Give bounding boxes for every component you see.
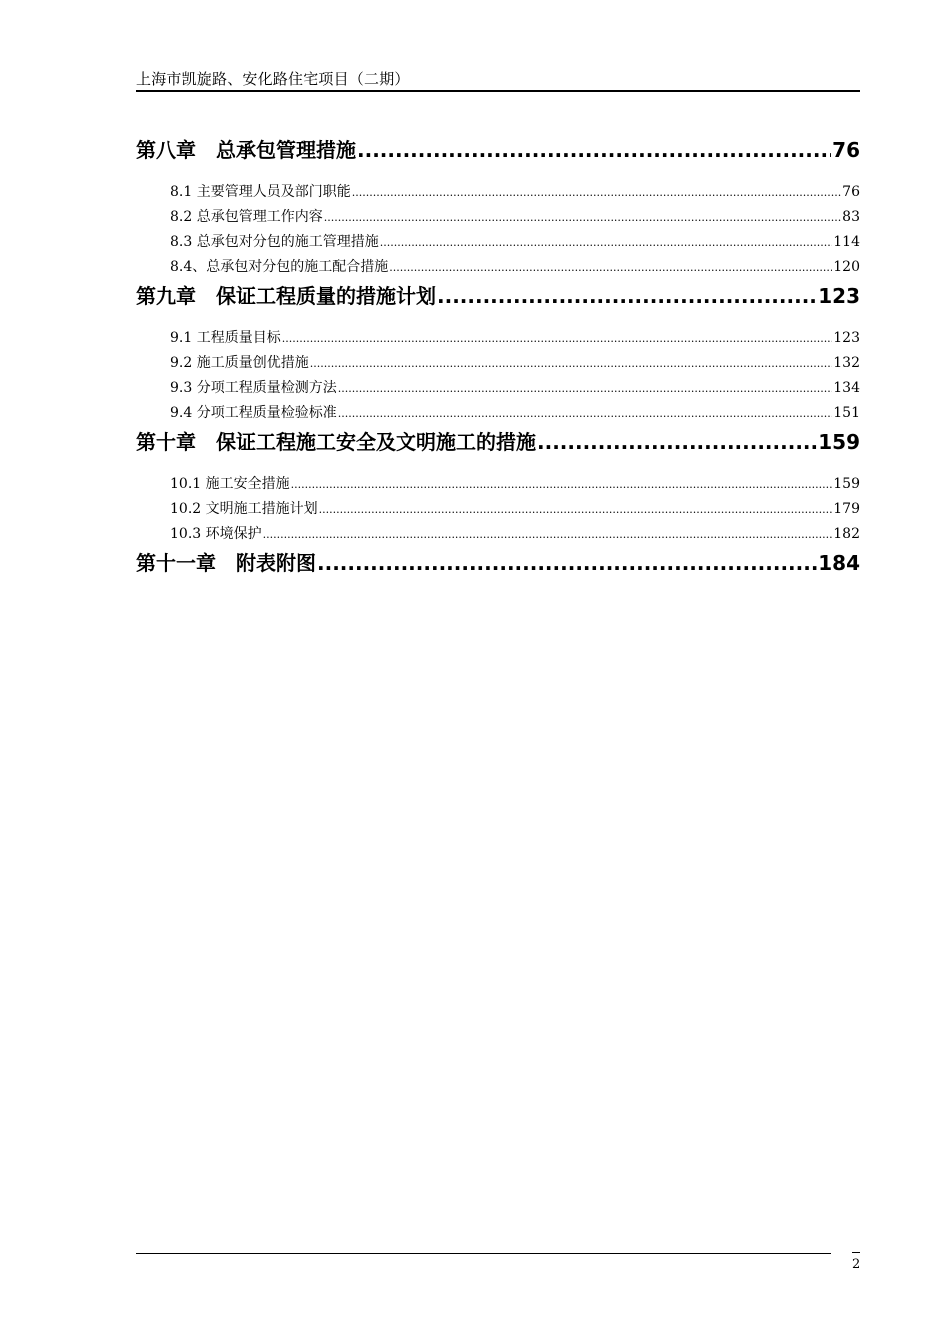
dot-leader bbox=[324, 205, 841, 230]
toc-section-8-2[interactable] bbox=[136, 205, 860, 230]
dot-leader bbox=[338, 401, 833, 426]
section-title: 10.2 文明施工措施计划 bbox=[170, 501, 318, 517]
toc-section-9-2[interactable] bbox=[136, 351, 860, 376]
section-title: 9.3 分项工程质量检测方法 bbox=[170, 380, 337, 396]
toc-chapter-9[interactable] bbox=[136, 280, 860, 312]
section-page: 114 bbox=[833, 234, 860, 250]
toc-section-9-1[interactable] bbox=[136, 326, 860, 351]
section-title: 8.2 总承包管理工作内容 bbox=[170, 209, 323, 225]
dot-leader bbox=[338, 376, 833, 401]
toc-section-10-3[interactable] bbox=[136, 522, 860, 547]
chapter-page: 184 bbox=[818, 551, 860, 575]
section-page: 132 bbox=[833, 355, 860, 371]
dot-leader bbox=[319, 497, 833, 522]
chapter-page: 123 bbox=[818, 284, 860, 308]
chapter-title: 第十章 保证工程施工安全及文明施工的措施 bbox=[136, 430, 536, 454]
section-page: 151 bbox=[833, 405, 860, 421]
toc-chapter-8[interactable] bbox=[136, 134, 860, 166]
section-title: 8.3 总承包对分包的施工管理措施 bbox=[170, 234, 379, 250]
section-page: 123 bbox=[833, 330, 860, 346]
toc-section-9-4[interactable] bbox=[136, 401, 860, 426]
section-title: 8.1 主要管理人员及部门职能 bbox=[170, 184, 351, 200]
dot-leader bbox=[537, 426, 817, 458]
header-title: 上海市凯旋路、安化路住宅项目（二期） bbox=[136, 70, 410, 88]
section-page: 76 bbox=[842, 184, 860, 200]
chapter-title: 第九章 保证工程质量的措施计划 bbox=[136, 284, 436, 308]
toc-section-9-3[interactable] bbox=[136, 376, 860, 401]
dot-leader bbox=[291, 472, 833, 497]
table-of-contents bbox=[136, 134, 860, 579]
section-title: 8.4、总承包对分包的施工配合措施 bbox=[170, 259, 389, 275]
chapter-page: 76 bbox=[832, 138, 860, 162]
dot-leader bbox=[380, 230, 833, 255]
dot-leader bbox=[357, 134, 831, 166]
toc-section-8-4[interactable] bbox=[136, 255, 860, 280]
section-page: 159 bbox=[833, 476, 860, 492]
section-page: 179 bbox=[833, 501, 860, 517]
section-title: 9.4 分项工程质量检验标准 bbox=[170, 405, 337, 421]
dot-leader bbox=[310, 351, 833, 376]
dot-leader bbox=[282, 326, 833, 351]
section-page: 83 bbox=[842, 209, 860, 225]
chapter-page: 159 bbox=[818, 430, 860, 454]
section-page: 182 bbox=[833, 526, 860, 542]
toc-section-10-1[interactable] bbox=[136, 472, 860, 497]
toc-chapter-10[interactable] bbox=[136, 426, 860, 458]
section-page: 134 bbox=[833, 380, 860, 396]
dot-leader bbox=[389, 255, 832, 280]
dot-leader bbox=[352, 180, 841, 205]
toc-section-10-2[interactable] bbox=[136, 497, 860, 522]
dot-leader bbox=[317, 547, 817, 579]
page-header bbox=[136, 64, 860, 92]
toc-chapter-11[interactable] bbox=[136, 547, 860, 579]
section-title: 10.1 施工安全措施 bbox=[170, 476, 290, 492]
page-number: 2 bbox=[852, 1257, 861, 1272]
chapter-title: 第八章 总承包管理措施 bbox=[136, 138, 356, 162]
toc-section-8-1[interactable] bbox=[136, 180, 860, 205]
footer-rule bbox=[136, 1253, 831, 1254]
section-title: 10.3 环境保护 bbox=[170, 526, 262, 542]
footer-dash bbox=[852, 1252, 860, 1253]
chapter-title: 第十一章 附表附图 bbox=[136, 551, 316, 575]
section-page: 120 bbox=[833, 259, 860, 275]
dot-leader bbox=[263, 522, 833, 547]
dot-leader bbox=[437, 280, 817, 312]
section-title: 9.1 工程质量目标 bbox=[170, 330, 281, 346]
toc-section-8-3[interactable] bbox=[136, 230, 860, 255]
section-title: 9.2 施工质量创优措施 bbox=[170, 355, 309, 371]
